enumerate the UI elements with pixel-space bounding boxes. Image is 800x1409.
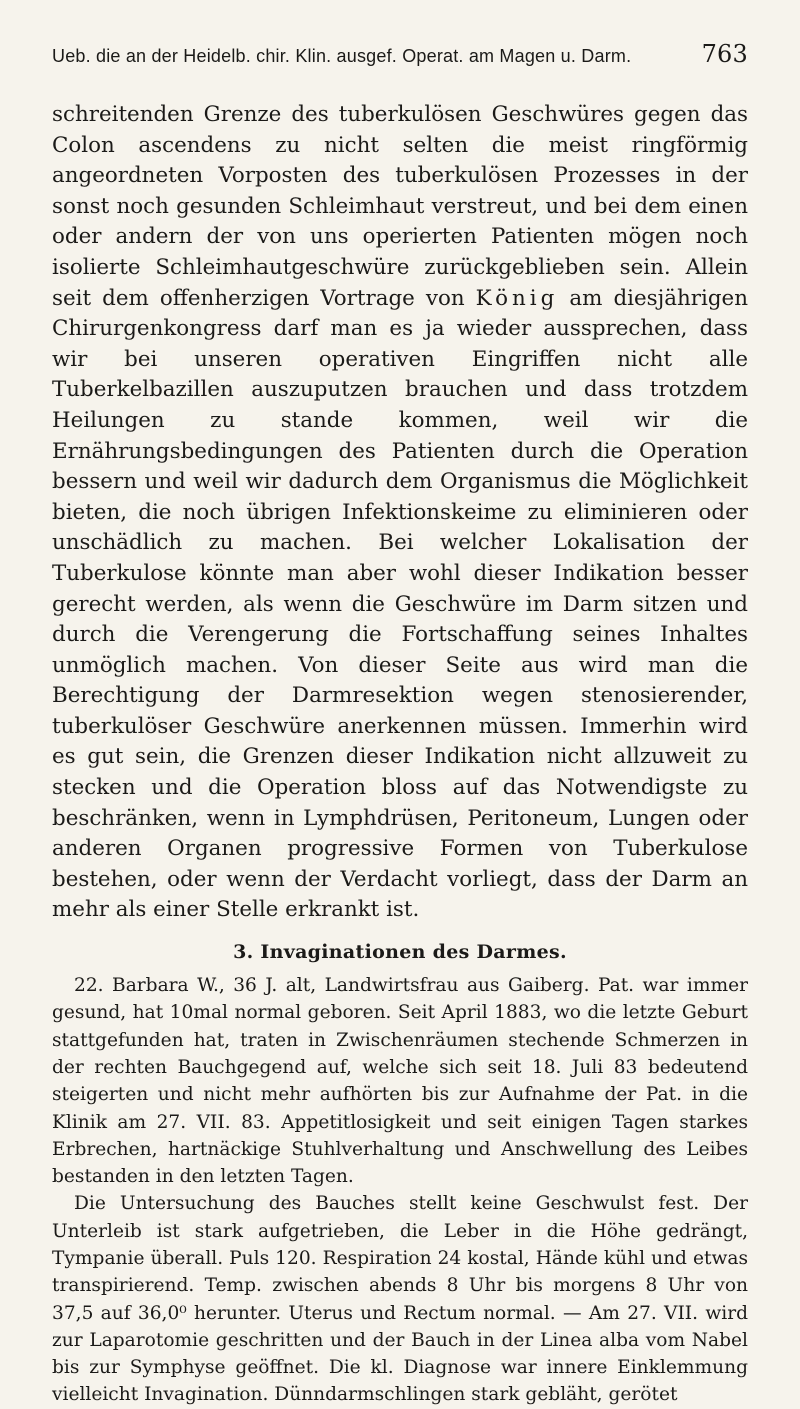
case-paragraph-1: 22. Barbara W., 36 J. alt, Landwirtsfrau aus Gaiberg. Pat. war immer gesund, hat 10mal normal geboren. Seit April 1883, wo die letzte Geburt stattgefunden hat, traten in Zwischenräumen stechende Schmerzen in der rechten Bauchgegend auf, welche sich seit 18. Juli 83 bedeutend steigerten und nicht mehr aufhörten bis zur Aufnahme der Pat. in die Klinik am 27. VII. 83. Appetitlosigkeit und seit einigen Tagen starkes Erbrechen, hartnäckige Stuhlverhaltung und Anschwellung des Leibes bestanden in den letzten Tagen.: [52, 975, 748, 1188]
running-title: Ueb. die an der Heidelb. chir. Klin. ausgef. Operat. am Magen u. Darm.: [52, 46, 632, 66]
case-paragraph-2: Die Untersuchung des Bauches stellt keine Geschwulst fest. Der Unterleib ist stark aufgetrieben, die Leber in die Höhe gedrängt, Tympanie überall. Puls 120. Respiration 24 kostal, Hände kühl und etwas transpirierend. Temp. zwischen abends 8 Uhr bis morgens 8 Uhr von 37,5 auf 36,0⁰ herunter. Uterus und Rectum normal. — Am 27. VII. wird zur Laparotomie geschritten und der Bauch in der Linea alba vom Nabel bis zur Symphyse geöffnet. Die kl. Diagnose war innere Einklemmung vielleicht Invagination. Dünndarmschlingen stark gebläht, gerötet: [52, 1193, 748, 1406]
page-number: 763: [701, 40, 748, 68]
main-text: [52, 100, 748, 926]
author-name-spaced: König: [475, 285, 559, 311]
section-heading: 3. Invaginationen des Darmes.: [233, 941, 567, 964]
main-paragraph: [52, 100, 748, 926]
case-report: [52, 972, 748, 1409]
running-header: [52, 40, 748, 74]
main-text-part2: am diesjährigen Chirurgenkongress darf man es ja wieder aussprechen, dass wir bei unseren operativen Eingriffen nicht alle Tuberkelbazillen auszuputzen brauchen und dass trotzdem Heilungen zu stande kommen, weil wir die Ernährungsbedingungen des Patienten durch die Operation bessern und weil wir dadurch dem Organismus die Möglichkeit bieten, die noch übrigen Infektionskeime zu eliminieren oder unschädlich zu machen. Bei welcher Lokalisation der Tuberkulose könnte man aber wohl dieser Indikation besser gerecht werden, als wenn die Geschwüre im Darm sitzen und durch die Verengerung die Fortschaffung seines Inhaltes unmöglich machen. Von dieser Seite aus wird man die Berechtigung der Darmresektion wegen stenosierender, tuberkulöser Geschwüre anerkennen müssen. Immerhin wird es gut sein, die Grenzen dieser Indikation nicht allzuweit zu stecken und die Operation bloss auf das Notwendigste zu beschränken, wenn in Lymphdrüsen, Peritoneum, Lungen oder anderen Organen progressive Formen von Tuberkulose bestehen, oder wenn der Verdacht vorliegt, dass der Darm an mehr als einer Stelle erkrankt ist.: [52, 285, 748, 923]
main-text-part1: schreitenden Grenze des tuberkulösen Geschwüres gegen das Colon ascendens zu nicht selten die meist ringförmig angeordneten Vorposten des tuberkulösen Prozesses in der sonst noch gesunden Schleimhaut verstreut, und bei dem einen oder andern der von uns operierten Patienten mögen noch isolierte Schleimhautgeschwüre zurückgeblieben sein. Allein seit dem offenherzigen Vortrage von: [52, 102, 748, 311]
